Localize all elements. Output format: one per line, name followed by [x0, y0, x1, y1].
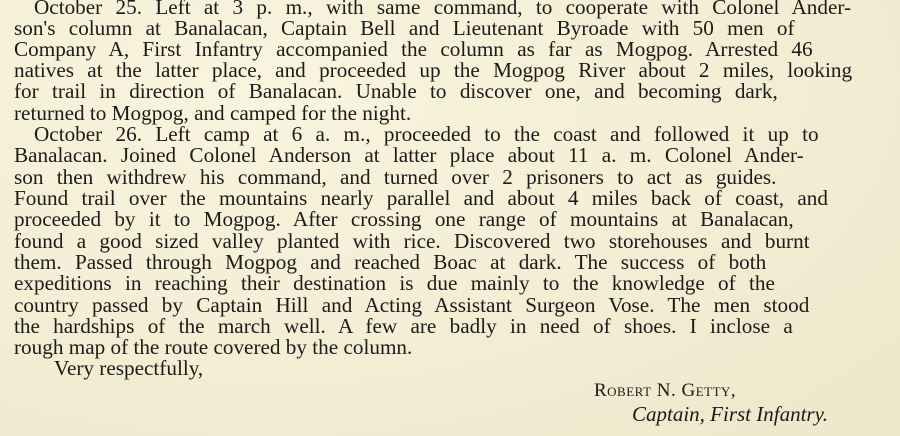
text-line: October 26. Left camp at 6 a. m., proceeded to the coast and followed it up to: [34, 122, 819, 146]
text-line: October 25. Left at 3 p. m., with same command, to cooperate with Colonel Ander-: [34, 0, 852, 19]
closing-salutation: Very respectfully,: [54, 356, 204, 380]
text-line: rough map of the route covered by the column.: [14, 335, 413, 359]
text-line: them. Passed through Mogpog and reached Boac at dark. The success of both: [14, 250, 767, 274]
text-line: son's column at Banalacan, Captain Bell and Lieutenant Byroade with 50 men of: [14, 16, 795, 40]
text-line: Company A, First Infantry accompanied the column as far as Mogpog. Arrested 46: [14, 37, 813, 61]
text-line: country passed by Captain Hill and Acting Assistant Surgeon Vose. The men stood: [14, 293, 810, 317]
text-line: Banalacan. Joined Colonel Anderson at latter place about 11 a. m. Colonel Ander-: [14, 143, 804, 167]
signature-name: Robert N. Getty,: [594, 380, 737, 401]
text-line: natives at the latter place, and proceeded up the Mogpog River about 2 miles, looking: [14, 58, 853, 82]
text-line: found a good sized valley planted with rice. Discovered two storehouses and burnt: [14, 229, 810, 253]
text-line: Found trail over the mountains nearly parallel and about 4 miles back of coast, and: [14, 186, 828, 210]
text-line: the hardships of the march well. A few are badly in need of shoes. I inclose a: [14, 314, 793, 338]
text-line: son then withdrew his command, and turned over 2 prisoners to act as guides.: [14, 165, 777, 189]
text-line: returned to Mogpog, and camped for the night.: [14, 101, 412, 125]
text-line: expeditions in reaching their destination is due mainly to the knowledge of the: [14, 271, 775, 295]
signature-title: Captain, First Infantry.: [632, 402, 829, 426]
text-line: proceeded by it to Mogpog. After crossing one range of mountains at Banalacan,: [14, 207, 794, 231]
text-line: for trail in direction of Banalacan. Unable to discover one, and becoming dark,: [14, 79, 778, 103]
